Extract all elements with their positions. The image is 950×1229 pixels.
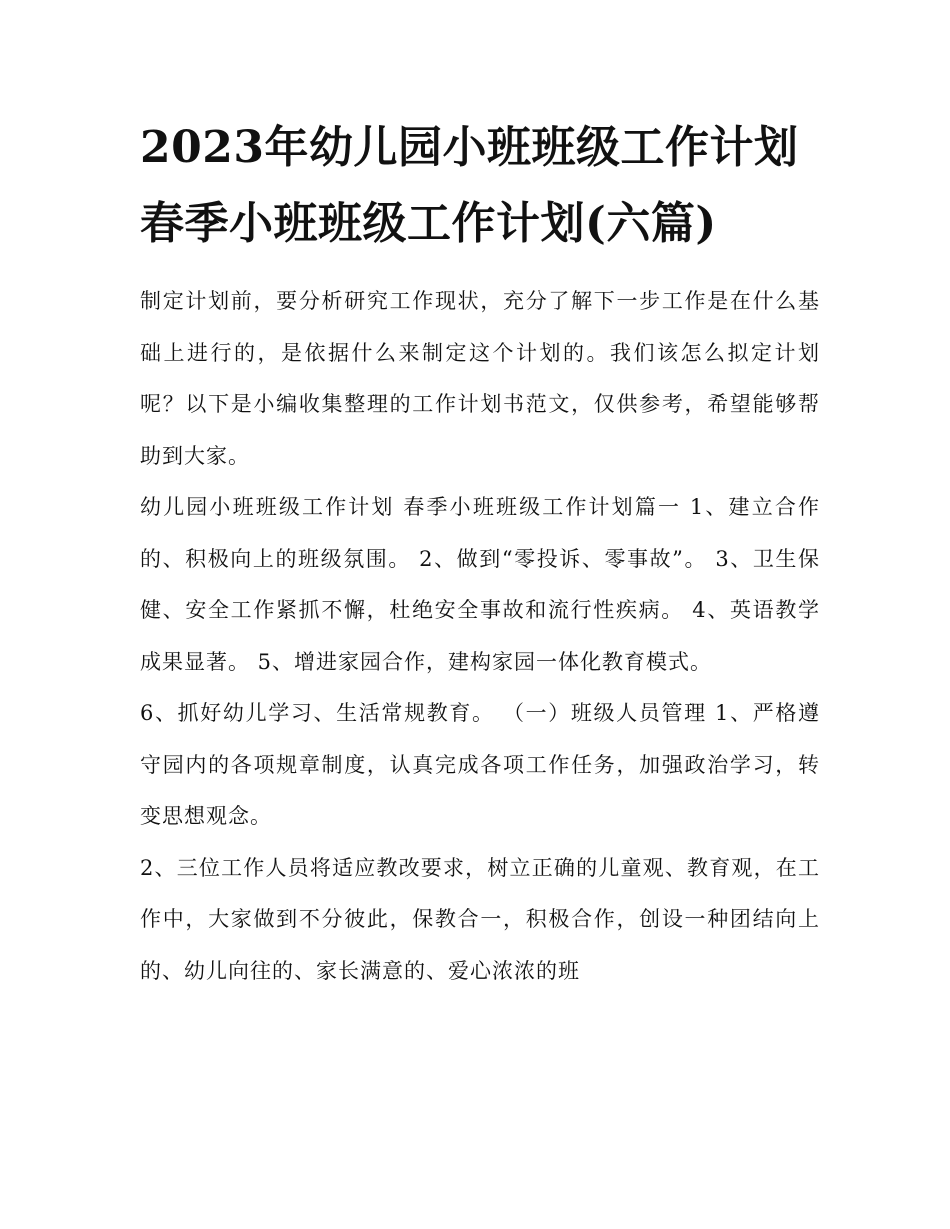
intro-paragraph: 制定计划前，要分析研究工作现状，充分了解下一步工作是在什么基础上进行的，是依据什么来制定这个计划的。我们该怎么拟定计划呢？以下是小编收集整理的工作计划书范文，仅供参考，希望能够帮助到大家。 — [140, 289, 820, 468]
document-body — [140, 276, 820, 997]
document-page — [140, 110, 820, 997]
document-title: 2023年幼儿园小班班级工作计划 春季小班班级工作计划(六篇) — [140, 122, 799, 249]
staff-management-paragraph: 6、抓好幼儿学习、生活常规教育。 （一）班级人员管理 1、严格遵守园内的各项规章制度，认真完成各项工作任务，加强政治学习，转变思想观念。 — [140, 701, 820, 828]
staff-cooperation-paragraph: 2、三位工作人员将适应教改要求，树立正确的儿童观、教育观，在工作中，大家做到不分彼此，保教合一，积极合作，创设一种团结向上的、幼儿向往的、家长满意的、爱心浓浓的班 — [140, 855, 820, 983]
plan-goals-paragraph: 幼儿园小班班级工作计划 春季小班班级工作计划篇一 1、建立合作的、积极向上的班级氛围。 2、做到“零投诉、零事故”。 3、卫生保健、安全工作紧抓不懈，杜绝安全事故和流行性疾病。 4、英语教学成果显著。 5、增进家园合作，建构家园一体化教育模式。 — [140, 495, 820, 674]
